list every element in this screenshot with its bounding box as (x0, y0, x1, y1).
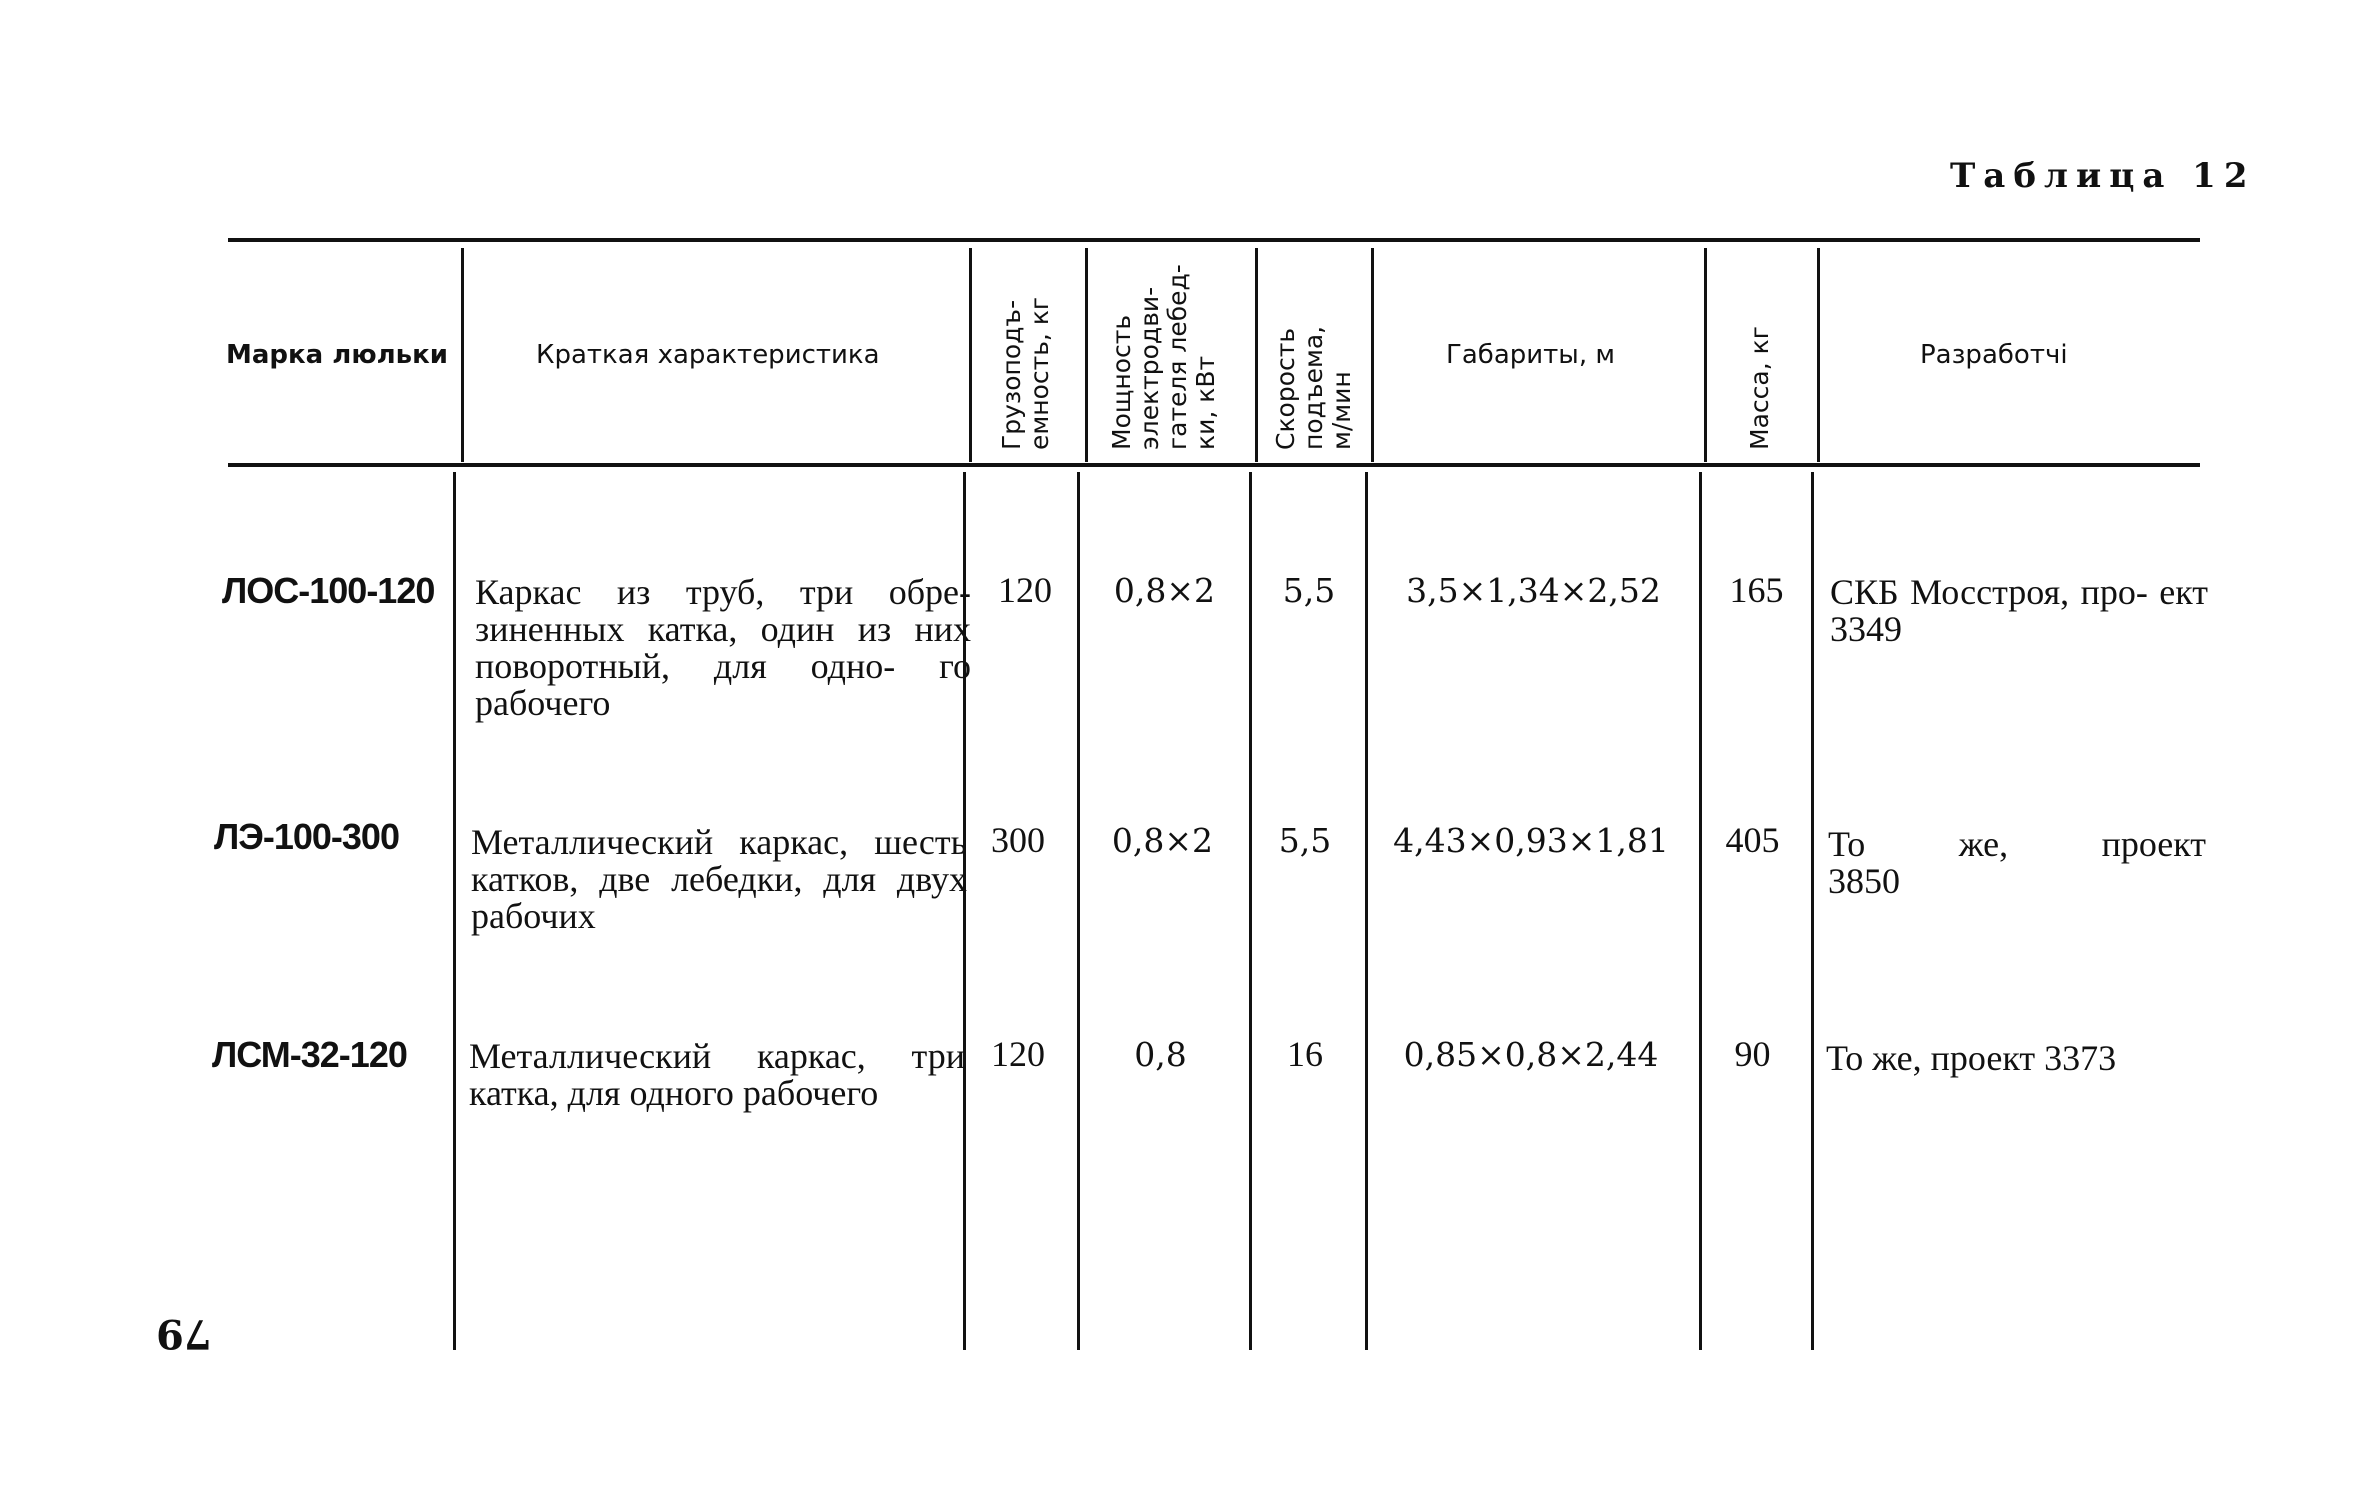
page-number: 79 (156, 1310, 212, 1357)
header-description: Краткая характеристика (536, 340, 880, 370)
header-speed: Скорость подъема, м/мин (1271, 325, 1356, 450)
header-dimensions: Габариты, м (1446, 340, 1615, 370)
header-divider-3 (1085, 248, 1088, 462)
row-3-capacity: 120 (991, 1034, 1045, 1074)
row-2-dimensions: 4,43×0,93×1,81 (1393, 821, 1669, 860)
row-2-mark: ЛЭ-100-300 (214, 816, 399, 857)
table-title: Таблица 12 (1950, 156, 2256, 196)
header-divider-6 (1704, 248, 1707, 462)
header-divider-5 (1371, 248, 1374, 462)
header-developer: Разработчі (1920, 340, 2068, 370)
header-mass: Масса, кг (1745, 326, 1774, 450)
row-2-mass: 405 (1725, 820, 1780, 860)
row-1-description: Каркас из труб, три обре- зиненных катка, один из них поворотный, для одно- го рабочего (475, 572, 971, 723)
table-top-rule (228, 238, 2200, 242)
row-1-capacity: 120 (998, 570, 1052, 610)
row-2-speed: 5,5 (1278, 821, 1332, 860)
body-divider-6 (1699, 472, 1702, 1350)
row-2-developer: То же, проект 3850 (1828, 824, 2206, 901)
row-3-speed: 16 (1287, 1034, 1323, 1074)
body-divider-1 (453, 472, 456, 1350)
header-capacity: Грузоподъ- емность, кг (997, 296, 1054, 450)
row-1-mark: ЛОС-100-120 (222, 570, 435, 611)
row-1-mass: 165 (1729, 570, 1784, 610)
row-3-description: Металлический каркас, три катка, для одного рабочего (469, 1036, 965, 1113)
header-divider-2 (969, 248, 972, 462)
row-2-power: 0,8×2 (1111, 821, 1214, 860)
body-divider-7 (1811, 472, 1814, 1350)
header-divider-1 (461, 248, 464, 462)
row-1-power: 0,8×2 (1113, 571, 1216, 610)
row-3-power: 0,8 (1134, 1035, 1187, 1074)
row-3-developer: То же, проект 3373 (1826, 1038, 2117, 1078)
row-3-mass: 90 (1734, 1034, 1771, 1074)
header-divider-4 (1255, 248, 1258, 462)
row-1-dimensions: 3,5×1,34×2,52 (1406, 571, 1661, 610)
row-2-description: Металлический каркас, шесть катков, две лебедки, для двух рабочих (471, 822, 967, 936)
header-power: Мощность электродви- гателя лебед- ки, кВт (1107, 264, 1220, 450)
body-divider-5 (1365, 472, 1368, 1350)
row-1-developer: СКБ Мосстроя, про- ект 3349 (1830, 572, 2208, 649)
body-divider-3 (1077, 472, 1080, 1350)
row-2-capacity: 300 (991, 820, 1045, 860)
row-3-mark: ЛСМ-32-120 (212, 1034, 407, 1075)
row-1-speed: 5,5 (1282, 571, 1336, 610)
row-3-dimensions: 0,85×0,8×2,44 (1403, 1035, 1659, 1074)
table-header-rule (228, 463, 2200, 467)
header-mark: Марка люльки (226, 340, 448, 370)
header-divider-7 (1817, 248, 1820, 462)
body-divider-4 (1249, 472, 1252, 1350)
